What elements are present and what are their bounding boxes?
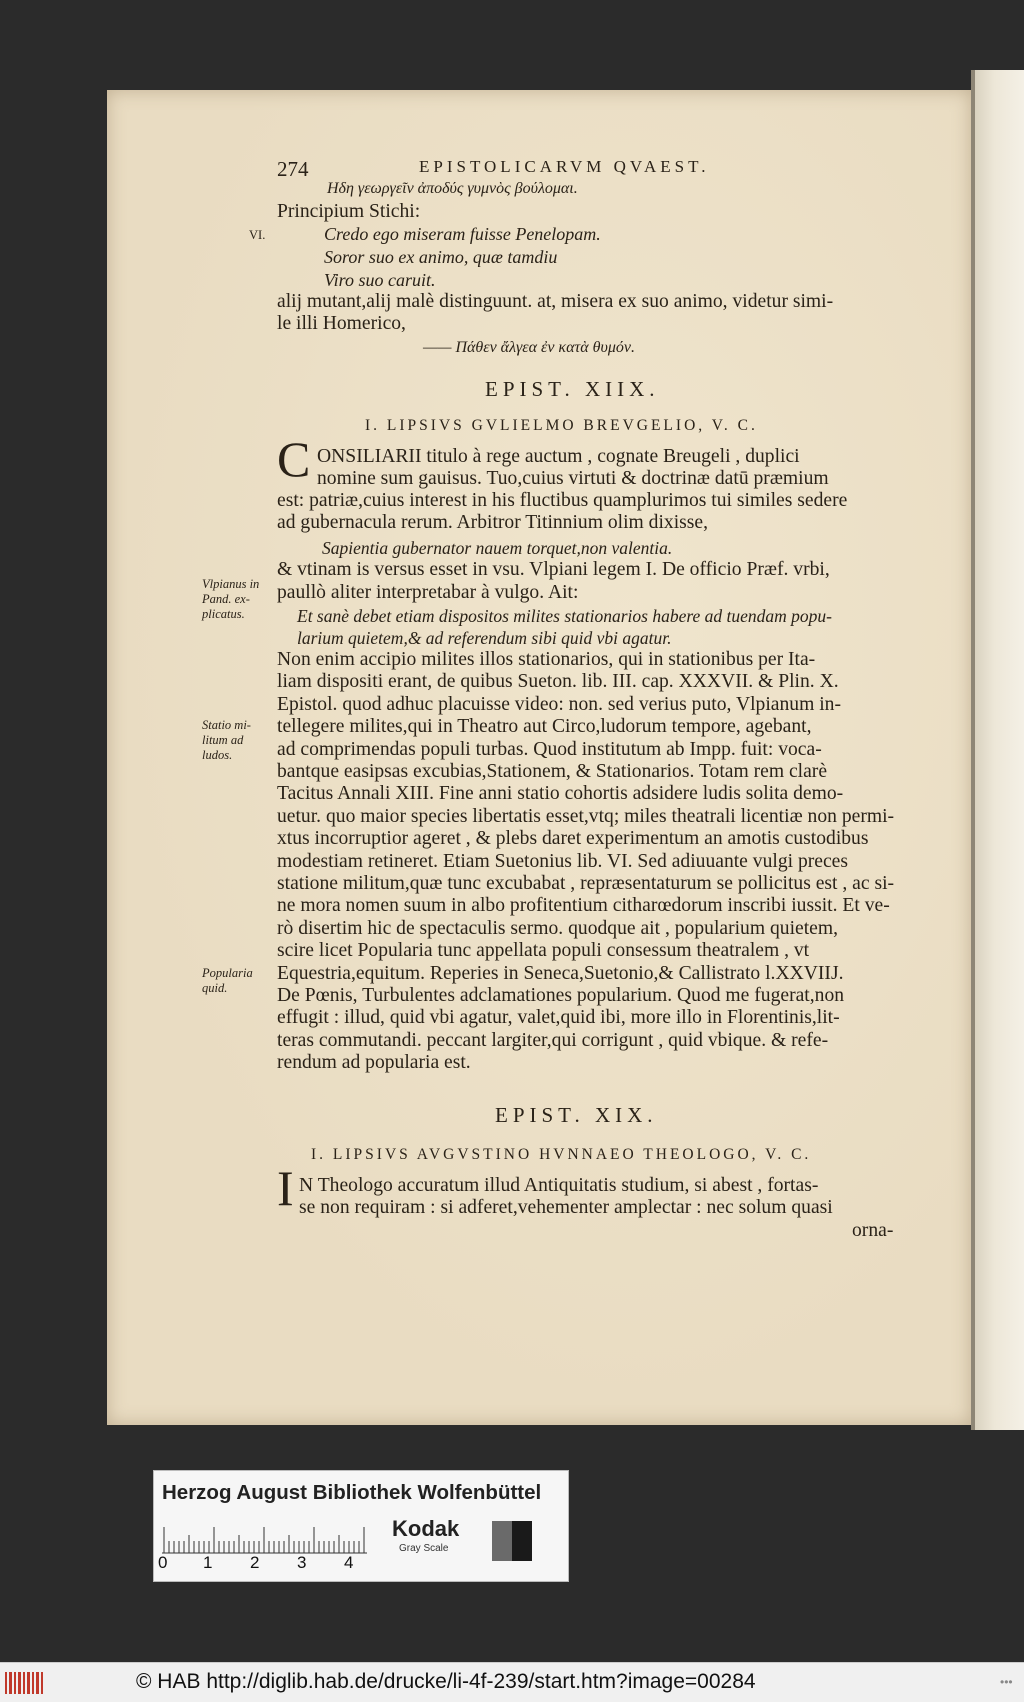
principium-line: Principium Stichi:: [277, 201, 421, 222]
verse-line-3: Viro suo caruit.: [324, 270, 436, 290]
text-line: Epistol. quod adhuc placuisse video: non. sed verius puto, Vlpianum in-: [277, 693, 841, 715]
verse-line-2: Soror suo ex animo, quæ tamdiu: [324, 247, 558, 267]
drop-cap: C: [277, 431, 311, 487]
text-line: ad gubernacula rerum. Arbitror Titinnium olim dixisse,: [277, 512, 709, 533]
margin-note-popularia: Popularia quid.: [202, 966, 253, 995]
quotation: larium quietem,& ad referendum sibi quid vbi agatur.: [297, 628, 672, 648]
text-line: modestiam retineret. Etiam Suetonius lib. VI. Sed adiuuante vulgi preces: [277, 850, 848, 872]
drop-cap: I: [277, 1160, 294, 1216]
text-line: bantque easipsas excubias,Stationem, & Stationarios. Totam rem clarè: [277, 761, 828, 782]
text-line: le illi Homerico,: [277, 313, 406, 334]
text-line: Non enim accipio milites illos stationarios, qui in stationibus per Ita-: [277, 649, 816, 670]
text-line: statione militum,quæ tunc excubabat , repræsentaturum se pollicitus est , ac si-: [277, 873, 895, 894]
ruler-scale: [162, 1519, 372, 1557]
kodak-logo: Kodak: [392, 1516, 460, 1541]
text-line: rendum ad popularia est.: [277, 1052, 471, 1074]
quotation: Sapientia gubernator nauem torquet,non valentia.: [322, 538, 673, 558]
page-number: 274: [277, 157, 309, 181]
epistle-address: I. LIPSIVS AVGVSTINO HVNNAEO THEOLOGO, V. C.: [311, 1146, 812, 1163]
greek-line-2: —— Πάθεν ἄλγεα ἐν κατὰ θυμόν.: [423, 339, 635, 356]
text-line: ONSILIARII titulo à rege auctum , cognate Breugeli , duplici: [317, 446, 800, 467]
quotation: Et sanè debet etiam dispositos milites stationarios habere ad tuendam popu-: [297, 606, 833, 626]
greek-line-1: Ηδη γεωργεῖν ἀποδύς γυμνὸς βούλομαι.: [327, 180, 578, 197]
footer-bar: [0, 1662, 1024, 1702]
text-line: uetur. quo maior species libertatis esset,vtq; miles theatrali licentiæ non permi-: [277, 805, 895, 827]
text-line: ne mora nomen suum in albo profitentium citharœdorum inscribi iussit. Et ve-: [277, 895, 890, 917]
text-line: N Theologo accuratum illud Antiquitatis studium, si abest , fortas-: [299, 1175, 819, 1196]
epistle-heading: EPIST. XIIX.: [485, 377, 660, 401]
text-line: est: patriæ,cuius interest in his fluctibus quamplurimos tui similes sedere: [277, 490, 848, 511]
text-line: Equestria,equitum. Reperies in Seneca,Suetonio,& Callistrato l.XXVIIJ.: [277, 962, 844, 984]
running-title: EPISTOLICARVM QVAEST.: [419, 157, 710, 176]
text-line: effugit : illud, quid vbi agatur, valet,quid ibi, more illo in Florentinis,lit-: [277, 1007, 840, 1029]
text-line: Tacitus Annali XIII. Fine anni statio cohortis adsidere ludis solita demo-: [277, 783, 844, 805]
gray-scale-label: Gray Scale: [399, 1543, 449, 1554]
text-line: xtus incorruptior ageret , & plebs daret experimentum an amotis custodibus: [277, 828, 869, 850]
hab-logo-icon: [4, 1669, 48, 1697]
library-name: Herzog August Bibliothek Wolfenbüttel: [162, 1481, 542, 1504]
text-line: De Pœnis, Turbulentes adclamationes popularium. Quod me fugerat,non: [277, 985, 845, 1006]
text-line: teras commutandi. peccant largiter,qui corrigunt , quid vbique. & refe-: [277, 1029, 829, 1051]
text-line: ad comprimendas populi turbas. Quod institutum ab Impp. fuit: voca-: [277, 738, 822, 760]
black-swatch: [512, 1521, 532, 1561]
book-page: [107, 90, 971, 1425]
more-icon[interactable]: •••: [1000, 1675, 1013, 1689]
text-line: & vtinam is versus esset in vsu. Vlpiani legem I. De officio Præf. vrbi,: [277, 559, 830, 580]
text-line: nomine sum gauisus. Tuo,cuius virtuti & doctrinæ datū præmium: [317, 468, 829, 489]
text-line: tellegere milites,qui in Theatro aut Circo,ludorum tempore, agebant,: [277, 716, 812, 738]
gray-swatch: [492, 1521, 514, 1561]
library-label-card: Herzog August Bibliothek Wolfenbüttel 0 1 2 3 4 Kodak Gray Scale: [153, 1470, 569, 1582]
margin-note-statio: Statio mi- litum ad ludos.: [202, 718, 251, 762]
text-line: se non requiram : si adferet,vehementer amplectar : nec solum quasi: [299, 1197, 833, 1218]
epistle-heading: EPIST. XIX.: [495, 1103, 658, 1127]
margin-numeral: VI.: [249, 228, 266, 242]
margin-note-vlpianus: Vlpianus in Pand. ex- plicatus.: [202, 577, 260, 621]
next-page-edge: [975, 70, 1024, 1430]
epistle-address: I. LIPSIVS GVLIELMO BREVGELIO, V. C.: [365, 417, 758, 434]
text-line: rò disertim hic de spectaculis sermo. quodque ait , popularium quietem,: [277, 917, 839, 939]
catchword: orna-: [852, 1220, 894, 1241]
verse-line-1: Credo ego miseram fuisse Penelopam.: [324, 224, 601, 244]
text-line: liam dispositi erant, de quibus Sueton. lib. III. cap. XXXVII. & Plin. X.: [277, 671, 839, 693]
copyright-url[interactable]: © HAB http://diglib.hab.de/drucke/li-4f-239/start.htm?image=00284: [136, 1670, 756, 1693]
text-line: paullò aliter interpretabar à vulgo. Ait:: [277, 582, 579, 603]
text-line: alij mutant,alij malè distinguunt. at, misera ex suo animo, videtur simi-: [277, 291, 834, 312]
text-line: scire licet Popularia tunc appellata populi consessum theatralem , vt: [277, 940, 810, 962]
